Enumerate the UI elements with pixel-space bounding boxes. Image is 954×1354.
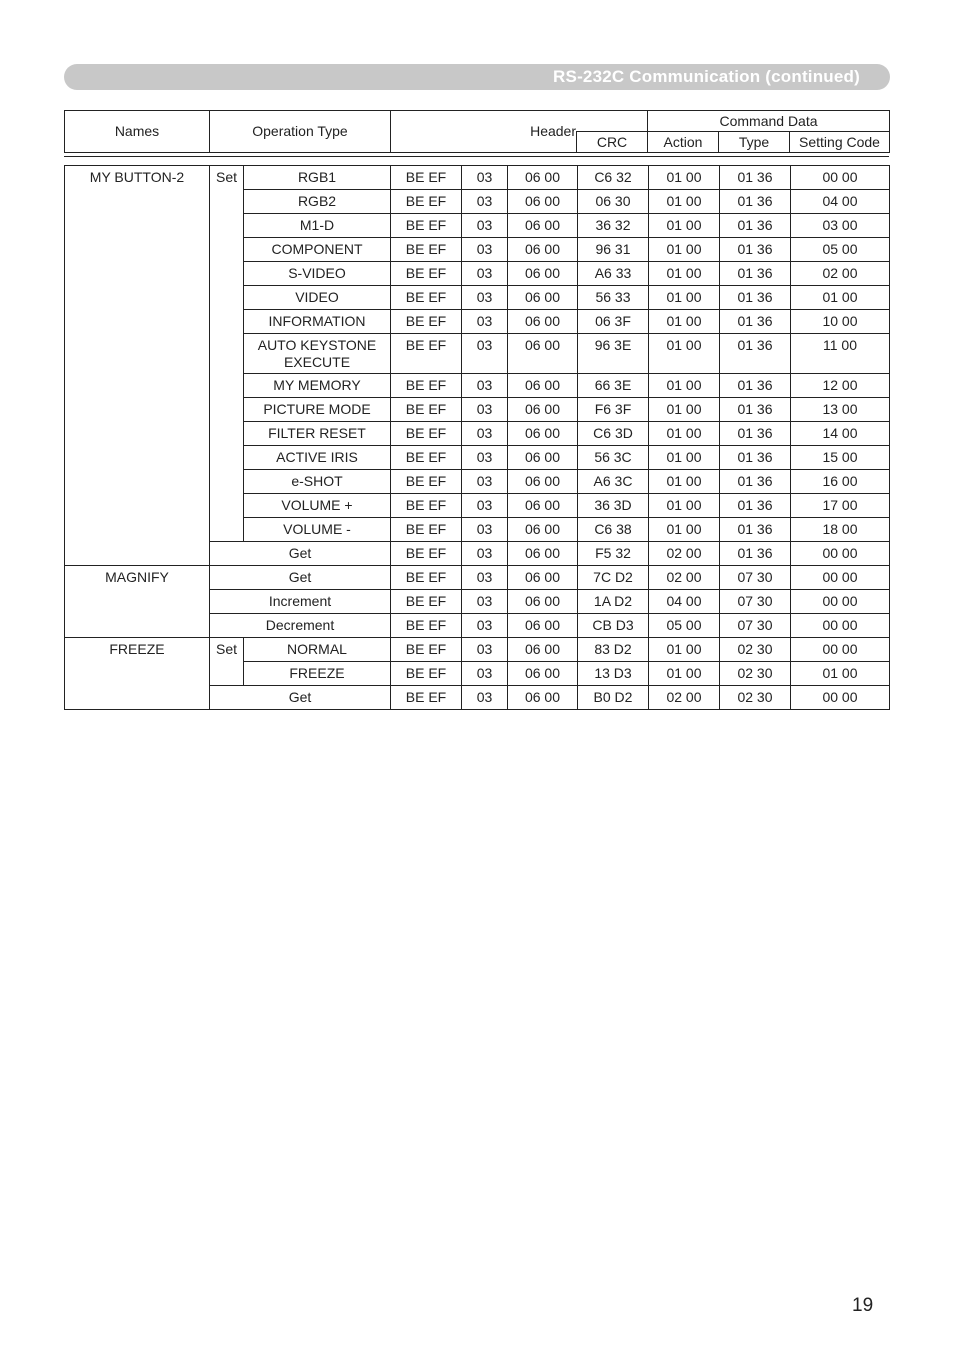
header-byte-3: 06 00	[508, 638, 578, 662]
header-header: Header	[391, 111, 577, 153]
action-cell: 02 00	[649, 542, 720, 566]
type-cell: 01 36	[720, 398, 791, 422]
header-byte-2: 03	[462, 638, 508, 662]
setting-code-cell: 00 00	[791, 166, 890, 190]
header-byte-1: BE EF	[391, 542, 462, 566]
header-operation-type: Operation Type	[210, 111, 391, 153]
setting-code-cell: 16 00	[791, 470, 890, 494]
header-type: Type	[719, 132, 790, 153]
header-byte-3: 06 00	[508, 662, 578, 686]
header-byte-3: 06 00	[508, 422, 578, 446]
crc-cell: 83 D2	[578, 638, 649, 662]
group-name: MAGNIFY	[65, 566, 210, 638]
setting-code-cell: 00 00	[791, 542, 890, 566]
header-byte-3: 06 00	[508, 446, 578, 470]
type-cell: 01 36	[720, 542, 791, 566]
operation-cell: INFORMATION	[244, 310, 391, 334]
type-cell: 01 36	[720, 494, 791, 518]
header-byte-2: 03	[462, 542, 508, 566]
operation-cell: ACTIVE IRIS	[244, 446, 391, 470]
type-cell: 01 36	[720, 422, 791, 446]
operation-cell: VOLUME -	[244, 518, 391, 542]
crc-cell: A6 33	[578, 262, 649, 286]
table-row	[65, 566, 890, 590]
crc-cell: C6 32	[578, 166, 649, 190]
group-name: MY BUTTON-2	[65, 166, 210, 566]
type-cell: 01 36	[720, 238, 791, 262]
header-byte-3: 06 00	[508, 166, 578, 190]
action-cell: 01 00	[649, 190, 720, 214]
header-byte-2: 03	[462, 238, 508, 262]
action-cell: 01 00	[649, 166, 720, 190]
header-byte-2: 03	[462, 518, 508, 542]
header-names: Names	[65, 111, 210, 153]
header-setting-code: Setting Code	[790, 132, 890, 153]
operation-cell: Get	[210, 542, 391, 566]
type-cell: 01 36	[720, 470, 791, 494]
operation-cell: PICTURE MODE	[244, 398, 391, 422]
header-byte-1: BE EF	[391, 262, 462, 286]
header-byte-2: 03	[462, 166, 508, 190]
crc-cell: 36 3D	[578, 494, 649, 518]
operation-cell: FILTER RESET	[244, 422, 391, 446]
operation-cell: VIDEO	[244, 286, 391, 310]
type-cell: 07 30	[720, 614, 791, 638]
header-byte-1: BE EF	[391, 614, 462, 638]
action-cell: 01 00	[649, 422, 720, 446]
header-byte-2: 03	[462, 214, 508, 238]
crc-cell: 1A D2	[578, 590, 649, 614]
action-cell: 01 00	[649, 310, 720, 334]
header-byte-2: 03	[462, 190, 508, 214]
header-byte-2: 03	[462, 398, 508, 422]
action-cell: 05 00	[649, 614, 720, 638]
operation-cell: VOLUME +	[244, 494, 391, 518]
crc-cell: 7C D2	[578, 566, 649, 590]
header-byte-2: 03	[462, 334, 508, 374]
header-byte-1: BE EF	[391, 374, 462, 398]
header-byte-1: BE EF	[391, 662, 462, 686]
type-cell: 01 36	[720, 334, 791, 374]
header-byte-3: 06 00	[508, 542, 578, 566]
header-byte-1: BE EF	[391, 590, 462, 614]
type-cell: 01 36	[720, 286, 791, 310]
type-cell: 01 36	[720, 446, 791, 470]
header-byte-1: BE EF	[391, 238, 462, 262]
header-byte-1: BE EF	[391, 518, 462, 542]
setting-code-cell: 17 00	[791, 494, 890, 518]
action-cell: 01 00	[649, 446, 720, 470]
header-byte-3: 06 00	[508, 238, 578, 262]
operation-cell: FREEZE	[244, 662, 391, 686]
crc-cell: C6 3D	[578, 422, 649, 446]
action-cell: 01 00	[649, 662, 720, 686]
header-byte-2: 03	[462, 374, 508, 398]
header-byte-1: BE EF	[391, 214, 462, 238]
action-cell: 02 00	[649, 566, 720, 590]
section-title: RS-232C Communication (continued)	[553, 67, 860, 86]
header-byte-1: BE EF	[391, 446, 462, 470]
action-cell: 01 00	[649, 494, 720, 518]
action-cell: 01 00	[649, 262, 720, 286]
operation-cell: Get	[210, 566, 391, 590]
setting-code-cell: 15 00	[791, 446, 890, 470]
header-byte-2: 03	[462, 422, 508, 446]
type-cell: 01 36	[720, 262, 791, 286]
setting-code-cell: 01 00	[791, 662, 890, 686]
set-label: Set	[210, 166, 244, 542]
action-cell: 01 00	[649, 638, 720, 662]
action-cell: 01 00	[649, 518, 720, 542]
type-cell: 01 36	[720, 374, 791, 398]
operation-cell: RGB2	[244, 190, 391, 214]
header-byte-1: BE EF	[391, 422, 462, 446]
action-cell: 01 00	[649, 398, 720, 422]
operation-cell: Get	[210, 686, 391, 710]
setting-code-cell: 10 00	[791, 310, 890, 334]
header-byte-1: BE EF	[391, 494, 462, 518]
header-byte-3: 06 00	[508, 518, 578, 542]
crc-cell: 96 3E	[578, 334, 649, 374]
header-byte-3: 06 00	[508, 590, 578, 614]
crc-cell: F6 3F	[578, 398, 649, 422]
setting-code-cell: 01 00	[791, 286, 890, 310]
action-cell: 04 00	[649, 590, 720, 614]
operation-cell: e-SHOT	[244, 470, 391, 494]
action-cell: 01 00	[649, 214, 720, 238]
header-byte-1: BE EF	[391, 398, 462, 422]
header-byte-2: 03	[462, 566, 508, 590]
type-cell: 01 36	[720, 190, 791, 214]
header-byte-3: 06 00	[508, 470, 578, 494]
table-header	[64, 110, 890, 153]
table-row	[65, 166, 890, 190]
header-byte-2: 03	[462, 446, 508, 470]
crc-cell: CB D3	[578, 614, 649, 638]
header-byte-3: 06 00	[508, 566, 578, 590]
header-byte-1: BE EF	[391, 638, 462, 662]
type-cell: 02 30	[720, 638, 791, 662]
header-byte-3: 06 00	[508, 686, 578, 710]
setting-code-cell: 00 00	[791, 566, 890, 590]
operation-cell: NORMAL	[244, 638, 391, 662]
header-byte-1: BE EF	[391, 286, 462, 310]
header-byte-2: 03	[462, 262, 508, 286]
action-cell: 01 00	[649, 334, 720, 374]
header-byte-3: 06 00	[508, 214, 578, 238]
setting-code-cell: 05 00	[791, 238, 890, 262]
header-byte-2: 03	[462, 686, 508, 710]
type-cell: 01 36	[720, 166, 791, 190]
crc-cell: 56 3C	[578, 446, 649, 470]
crc-cell: 66 3E	[578, 374, 649, 398]
setting-code-cell: 18 00	[791, 518, 890, 542]
header-byte-3: 06 00	[508, 494, 578, 518]
operation-cell: M1-D	[244, 214, 391, 238]
setting-code-cell: 13 00	[791, 398, 890, 422]
operation-cell: COMPONENT	[244, 238, 391, 262]
header-byte-1: BE EF	[391, 334, 462, 374]
header-byte-2: 03	[462, 494, 508, 518]
header-byte-3: 06 00	[508, 398, 578, 422]
header-byte-2: 03	[462, 662, 508, 686]
command-table	[64, 165, 890, 710]
header-command-data: Command Data	[648, 111, 890, 132]
set-label: Set	[210, 638, 244, 686]
header-separator	[64, 156, 889, 157]
operation-cell: S-VIDEO	[244, 262, 391, 286]
setting-code-cell: 00 00	[791, 686, 890, 710]
crc-cell: 06 30	[578, 190, 649, 214]
action-cell: 01 00	[649, 286, 720, 310]
crc-cell: A6 3C	[578, 470, 649, 494]
section-banner	[64, 64, 890, 90]
setting-code-cell: 12 00	[791, 374, 890, 398]
type-cell: 07 30	[720, 590, 791, 614]
header-byte-3: 06 00	[508, 262, 578, 286]
setting-code-cell: 00 00	[791, 590, 890, 614]
operation-cell: Increment	[210, 590, 391, 614]
setting-code-cell: 04 00	[791, 190, 890, 214]
page-number: 19	[852, 1295, 874, 1316]
type-cell: 02 30	[720, 686, 791, 710]
header-byte-2: 03	[462, 590, 508, 614]
crc-cell: 06 3F	[578, 310, 649, 334]
action-cell: 01 00	[649, 374, 720, 398]
setting-code-cell: 11 00	[791, 334, 890, 374]
type-cell: 01 36	[720, 214, 791, 238]
header-byte-1: BE EF	[391, 566, 462, 590]
header-byte-2: 03	[462, 310, 508, 334]
crc-cell: 96 31	[578, 238, 649, 262]
crc-cell: 56 33	[578, 286, 649, 310]
header-byte-1: BE EF	[391, 310, 462, 334]
type-cell: 02 30	[720, 662, 791, 686]
type-cell: 01 36	[720, 310, 791, 334]
operation-cell: MY MEMORY	[244, 374, 391, 398]
table-row	[65, 638, 890, 662]
action-cell: 02 00	[649, 686, 720, 710]
header-byte-1: BE EF	[391, 166, 462, 190]
header-byte-3: 06 00	[508, 374, 578, 398]
header-byte-2: 03	[462, 470, 508, 494]
header-byte-1: BE EF	[391, 470, 462, 494]
setting-code-cell: 03 00	[791, 214, 890, 238]
operation-cell: Decrement	[210, 614, 391, 638]
action-cell: 01 00	[649, 470, 720, 494]
header-action: Action	[648, 132, 719, 153]
header-byte-1: BE EF	[391, 190, 462, 214]
crc-cell: 13 D3	[578, 662, 649, 686]
header-byte-3: 06 00	[508, 286, 578, 310]
crc-cell: C6 38	[578, 518, 649, 542]
crc-cell: F5 32	[578, 542, 649, 566]
operation-cell: AUTO KEYSTONE EXECUTE	[244, 334, 391, 374]
header-byte-2: 03	[462, 286, 508, 310]
type-cell: 07 30	[720, 566, 791, 590]
crc-cell: 36 32	[578, 214, 649, 238]
header-byte-3: 06 00	[508, 310, 578, 334]
setting-code-cell: 14 00	[791, 422, 890, 446]
setting-code-cell: 00 00	[791, 638, 890, 662]
header-byte-3: 06 00	[508, 614, 578, 638]
header-blank	[577, 111, 648, 132]
group-name: FREEZE	[65, 638, 210, 710]
action-cell: 01 00	[649, 238, 720, 262]
setting-code-cell: 00 00	[791, 614, 890, 638]
setting-code-cell: 02 00	[791, 262, 890, 286]
header-byte-3: 06 00	[508, 334, 578, 374]
header-crc: CRC	[577, 132, 648, 153]
header-byte-3: 06 00	[508, 190, 578, 214]
header-byte-1: BE EF	[391, 686, 462, 710]
type-cell: 01 36	[720, 518, 791, 542]
header-byte-2: 03	[462, 614, 508, 638]
operation-cell: RGB1	[244, 166, 391, 190]
crc-cell: B0 D2	[578, 686, 649, 710]
